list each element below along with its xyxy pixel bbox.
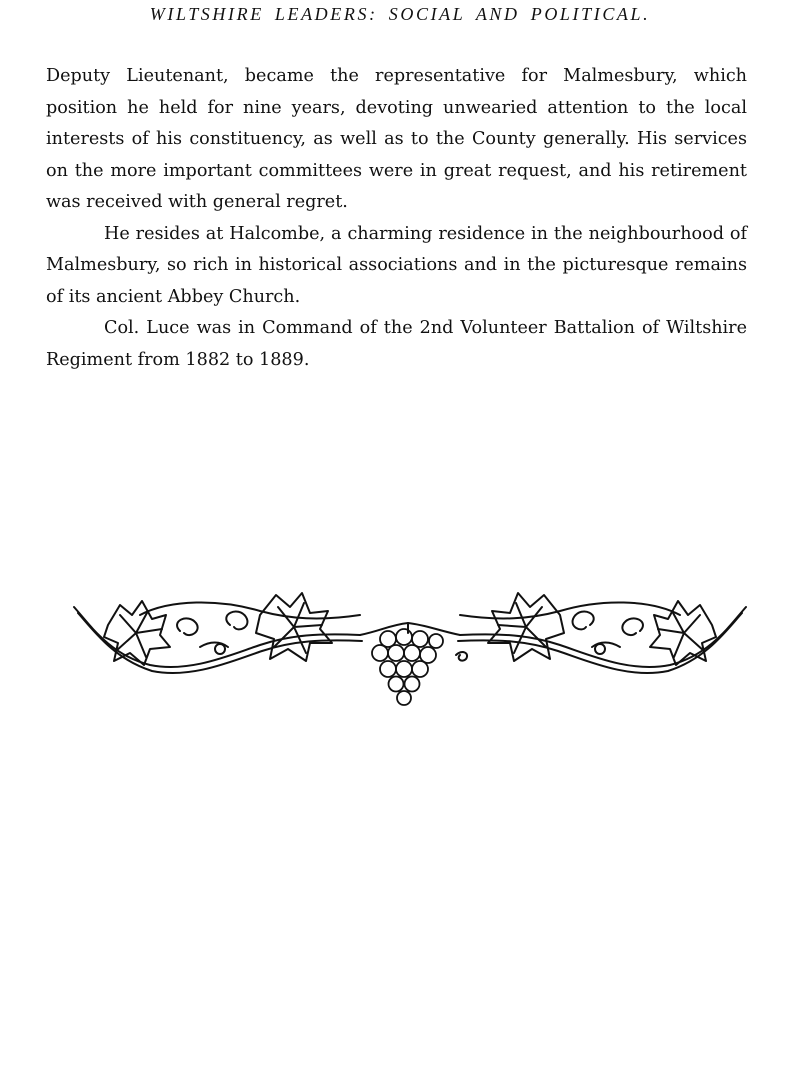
vine-grape-ornament-icon bbox=[70, 585, 750, 715]
running-head: WILTSHIRE LEADERS: SOCIAL AND POLITICAL. bbox=[149, 4, 651, 24]
paragraph-command: Col. Luce was in Command of the 2nd Volunteer Battalion of Wiltshire Regiment from 1882 to 1889. bbox=[46, 318, 747, 370]
body-text bbox=[46, 61, 747, 376]
paragraph-residence: He resides at Halcombe, a charming residence in the neighbourhood of Malmesbury, so rich in historical associations and in the picturesque remains of its ancient Abbey Church. bbox=[46, 223, 747, 307]
paragraph-continuation: Deputy Lieutenant, became the representative for Malmesbury, which position he held for nine years, devoting unwearied attention to the local interests of his constituency, as well as to the County generally. His services on the more important committees were in great request, and his retirement was received with general regret. bbox=[46, 66, 747, 212]
